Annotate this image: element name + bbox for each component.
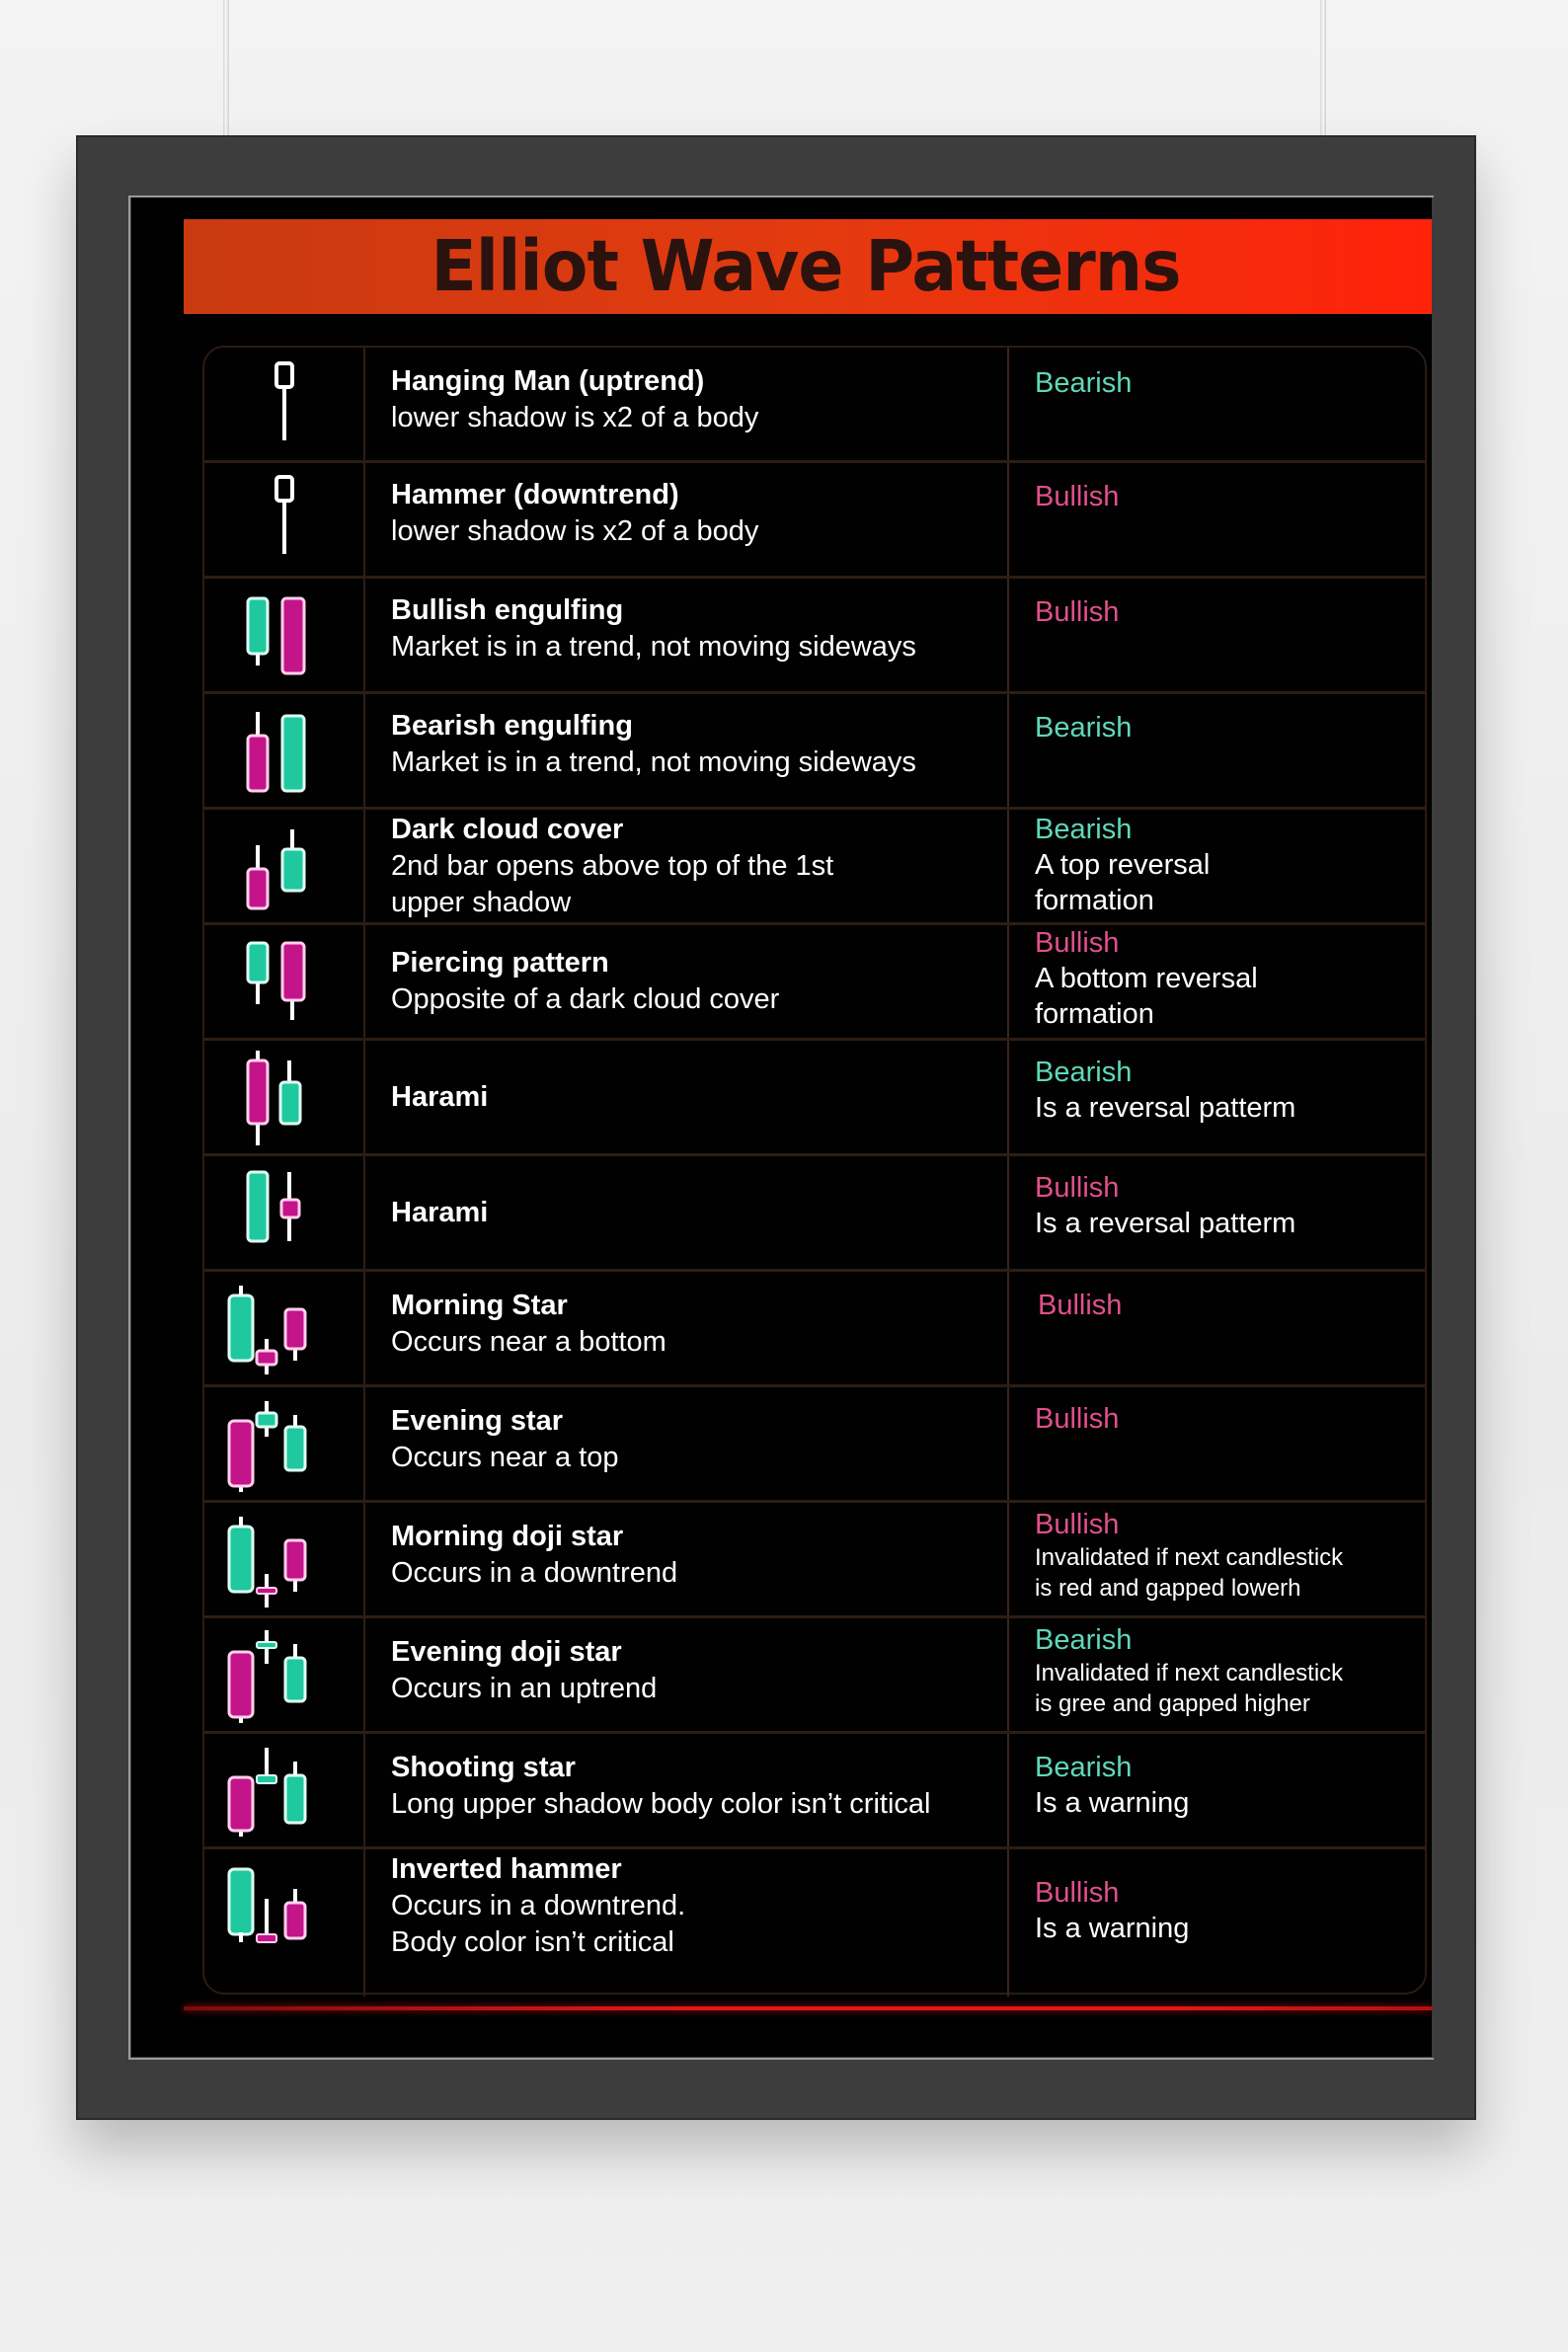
pattern-name: Evening doji star bbox=[391, 1636, 622, 1668]
pattern-desc: Body color isn’t critical bbox=[391, 1926, 674, 1958]
sentiment-label: Bullish bbox=[1035, 1172, 1120, 1204]
table-row-bearish-engulfing bbox=[204, 694, 1425, 810]
table-row-evening-star bbox=[204, 1387, 1425, 1503]
pattern-name: Morning Star bbox=[391, 1290, 568, 1321]
pattern-name: Evening star bbox=[391, 1405, 564, 1437]
sentiment-label: Bullish bbox=[1035, 1403, 1120, 1435]
pattern-name: Harami bbox=[391, 1080, 489, 1113]
bullish-engulfing-candles-icon bbox=[204, 579, 365, 691]
sentiment-label: Bearish bbox=[1035, 1624, 1133, 1656]
bearish-harami-candles-icon bbox=[204, 1041, 365, 1153]
sentiment-label: Bearish bbox=[1035, 712, 1133, 744]
evening-star-candles-icon bbox=[204, 1387, 365, 1500]
sentiment-note: is red and gapped lowerh bbox=[1035, 1575, 1301, 1602]
pattern-desc: Occurs near a top bbox=[391, 1442, 619, 1473]
table-row-inverted-hammer bbox=[204, 1849, 1425, 1997]
table-row-hanging-man bbox=[204, 348, 1425, 463]
table-row-harami-bearish bbox=[204, 1041, 1425, 1156]
sentiment-note: A bottom reversal bbox=[1035, 963, 1258, 994]
bullish-harami-candles-icon bbox=[204, 1156, 365, 1269]
pattern-name: Inverted hammer bbox=[391, 1853, 622, 1885]
pattern-name: Hammer (downtrend) bbox=[391, 479, 679, 510]
sentiment-label: Bearish bbox=[1035, 814, 1133, 845]
sentiment-note: Is a reversal patterm bbox=[1035, 1208, 1296, 1239]
sentiment-label: Bearish bbox=[1035, 367, 1133, 399]
piercing-pattern-candles-icon bbox=[204, 925, 365, 1038]
table-row-morning-doji-star bbox=[204, 1503, 1425, 1618]
pattern-desc: lower shadow is x2 of a body bbox=[391, 515, 759, 547]
hanging-wire-left bbox=[223, 0, 229, 138]
pattern-desc: lower shadow is x2 of a body bbox=[391, 402, 759, 433]
hanging-man-candle-icon bbox=[204, 348, 365, 460]
pattern-desc: Occurs in an uptrend bbox=[391, 1673, 658, 1704]
title-bar bbox=[184, 219, 1432, 314]
sentiment-note: Is a reversal patterm bbox=[1035, 1092, 1296, 1124]
shooting-star-candles-icon bbox=[204, 1734, 365, 1846]
pattern-desc: upper shadow bbox=[391, 887, 572, 918]
pattern-desc: 2nd bar opens above top of the 1st bbox=[391, 850, 834, 882]
pattern-desc: Long upper shadow body color isn’t critical bbox=[391, 1788, 931, 1820]
patterns-table bbox=[202, 346, 1427, 1995]
poster bbox=[131, 197, 1432, 2057]
table-row-dark-cloud-cover bbox=[204, 810, 1425, 925]
pattern-desc: Market is in a trend, not moving sideways bbox=[391, 746, 916, 778]
sentiment-note: Is a warning bbox=[1035, 1787, 1190, 1819]
sentiment-label: Bearish bbox=[1035, 1752, 1133, 1783]
table-row-piercing-pattern bbox=[204, 925, 1425, 1041]
sentiment-label: Bullish bbox=[1035, 596, 1120, 628]
sentiment-label: Bullish bbox=[1035, 927, 1120, 959]
pattern-name: Dark cloud cover bbox=[391, 814, 624, 845]
pattern-desc: Market is in a trend, not moving sideways bbox=[391, 631, 916, 663]
inverted-hammer-candles-icon bbox=[204, 1849, 365, 1997]
poster-title: Elliot Wave Patterns bbox=[431, 225, 1181, 308]
sentiment-label: Bullish bbox=[1035, 1509, 1120, 1540]
dark-cloud-cover-candles-icon bbox=[204, 810, 365, 922]
pattern-desc: Occurs in a downtrend bbox=[391, 1557, 678, 1589]
sentiment-label: Bullish bbox=[1035, 481, 1120, 512]
pattern-desc: Occurs in a downtrend. bbox=[391, 1890, 686, 1921]
sentiment-label: Bullish bbox=[1035, 1877, 1120, 1909]
pattern-name: Shooting star bbox=[391, 1752, 576, 1783]
sentiment-note: formation bbox=[1035, 998, 1154, 1030]
table-row-shooting-star bbox=[204, 1734, 1425, 1849]
evening-doji-star-candles-icon bbox=[204, 1618, 365, 1731]
pattern-name: Harami bbox=[391, 1196, 489, 1228]
morning-star-candles-icon bbox=[204, 1272, 365, 1384]
sentiment-note: A top reversal bbox=[1035, 849, 1211, 881]
table-row-bullish-engulfing bbox=[204, 579, 1425, 694]
sentiment-note: Invalidated if next candlestick bbox=[1035, 1660, 1344, 1686]
pattern-desc: Opposite of a dark cloud cover bbox=[391, 983, 780, 1015]
pattern-name: Hanging Man (uptrend) bbox=[391, 365, 705, 397]
morning-doji-star-candles-icon bbox=[204, 1503, 365, 1615]
sentiment-note: formation bbox=[1035, 885, 1154, 916]
pattern-desc: Occurs near a bottom bbox=[391, 1326, 666, 1358]
pattern-name: Piercing pattern bbox=[391, 947, 609, 979]
pattern-name: Morning doji star bbox=[391, 1521, 624, 1552]
hanging-wire-right bbox=[1320, 0, 1326, 138]
table-row-harami-bullish bbox=[204, 1156, 1425, 1272]
sentiment-note: Is a warning bbox=[1035, 1913, 1190, 1944]
sentiment-label: Bullish bbox=[1038, 1290, 1123, 1321]
pattern-name: Bearish engulfing bbox=[391, 710, 633, 742]
table-row-evening-doji-star bbox=[204, 1618, 1425, 1734]
pattern-name: Bullish engulfing bbox=[391, 594, 624, 626]
table-row-hammer bbox=[204, 463, 1425, 579]
table-row-morning-star bbox=[204, 1272, 1425, 1387]
hammer-candle-icon bbox=[204, 463, 365, 576]
sentiment-note: Invalidated if next candlestick bbox=[1035, 1544, 1344, 1571]
bearish-engulfing-candles-icon bbox=[204, 694, 365, 807]
sentiment-note: is gree and gapped higher bbox=[1035, 1690, 1310, 1717]
bottom-accent-line bbox=[184, 2006, 1432, 2010]
sentiment-label: Bearish bbox=[1035, 1057, 1133, 1088]
